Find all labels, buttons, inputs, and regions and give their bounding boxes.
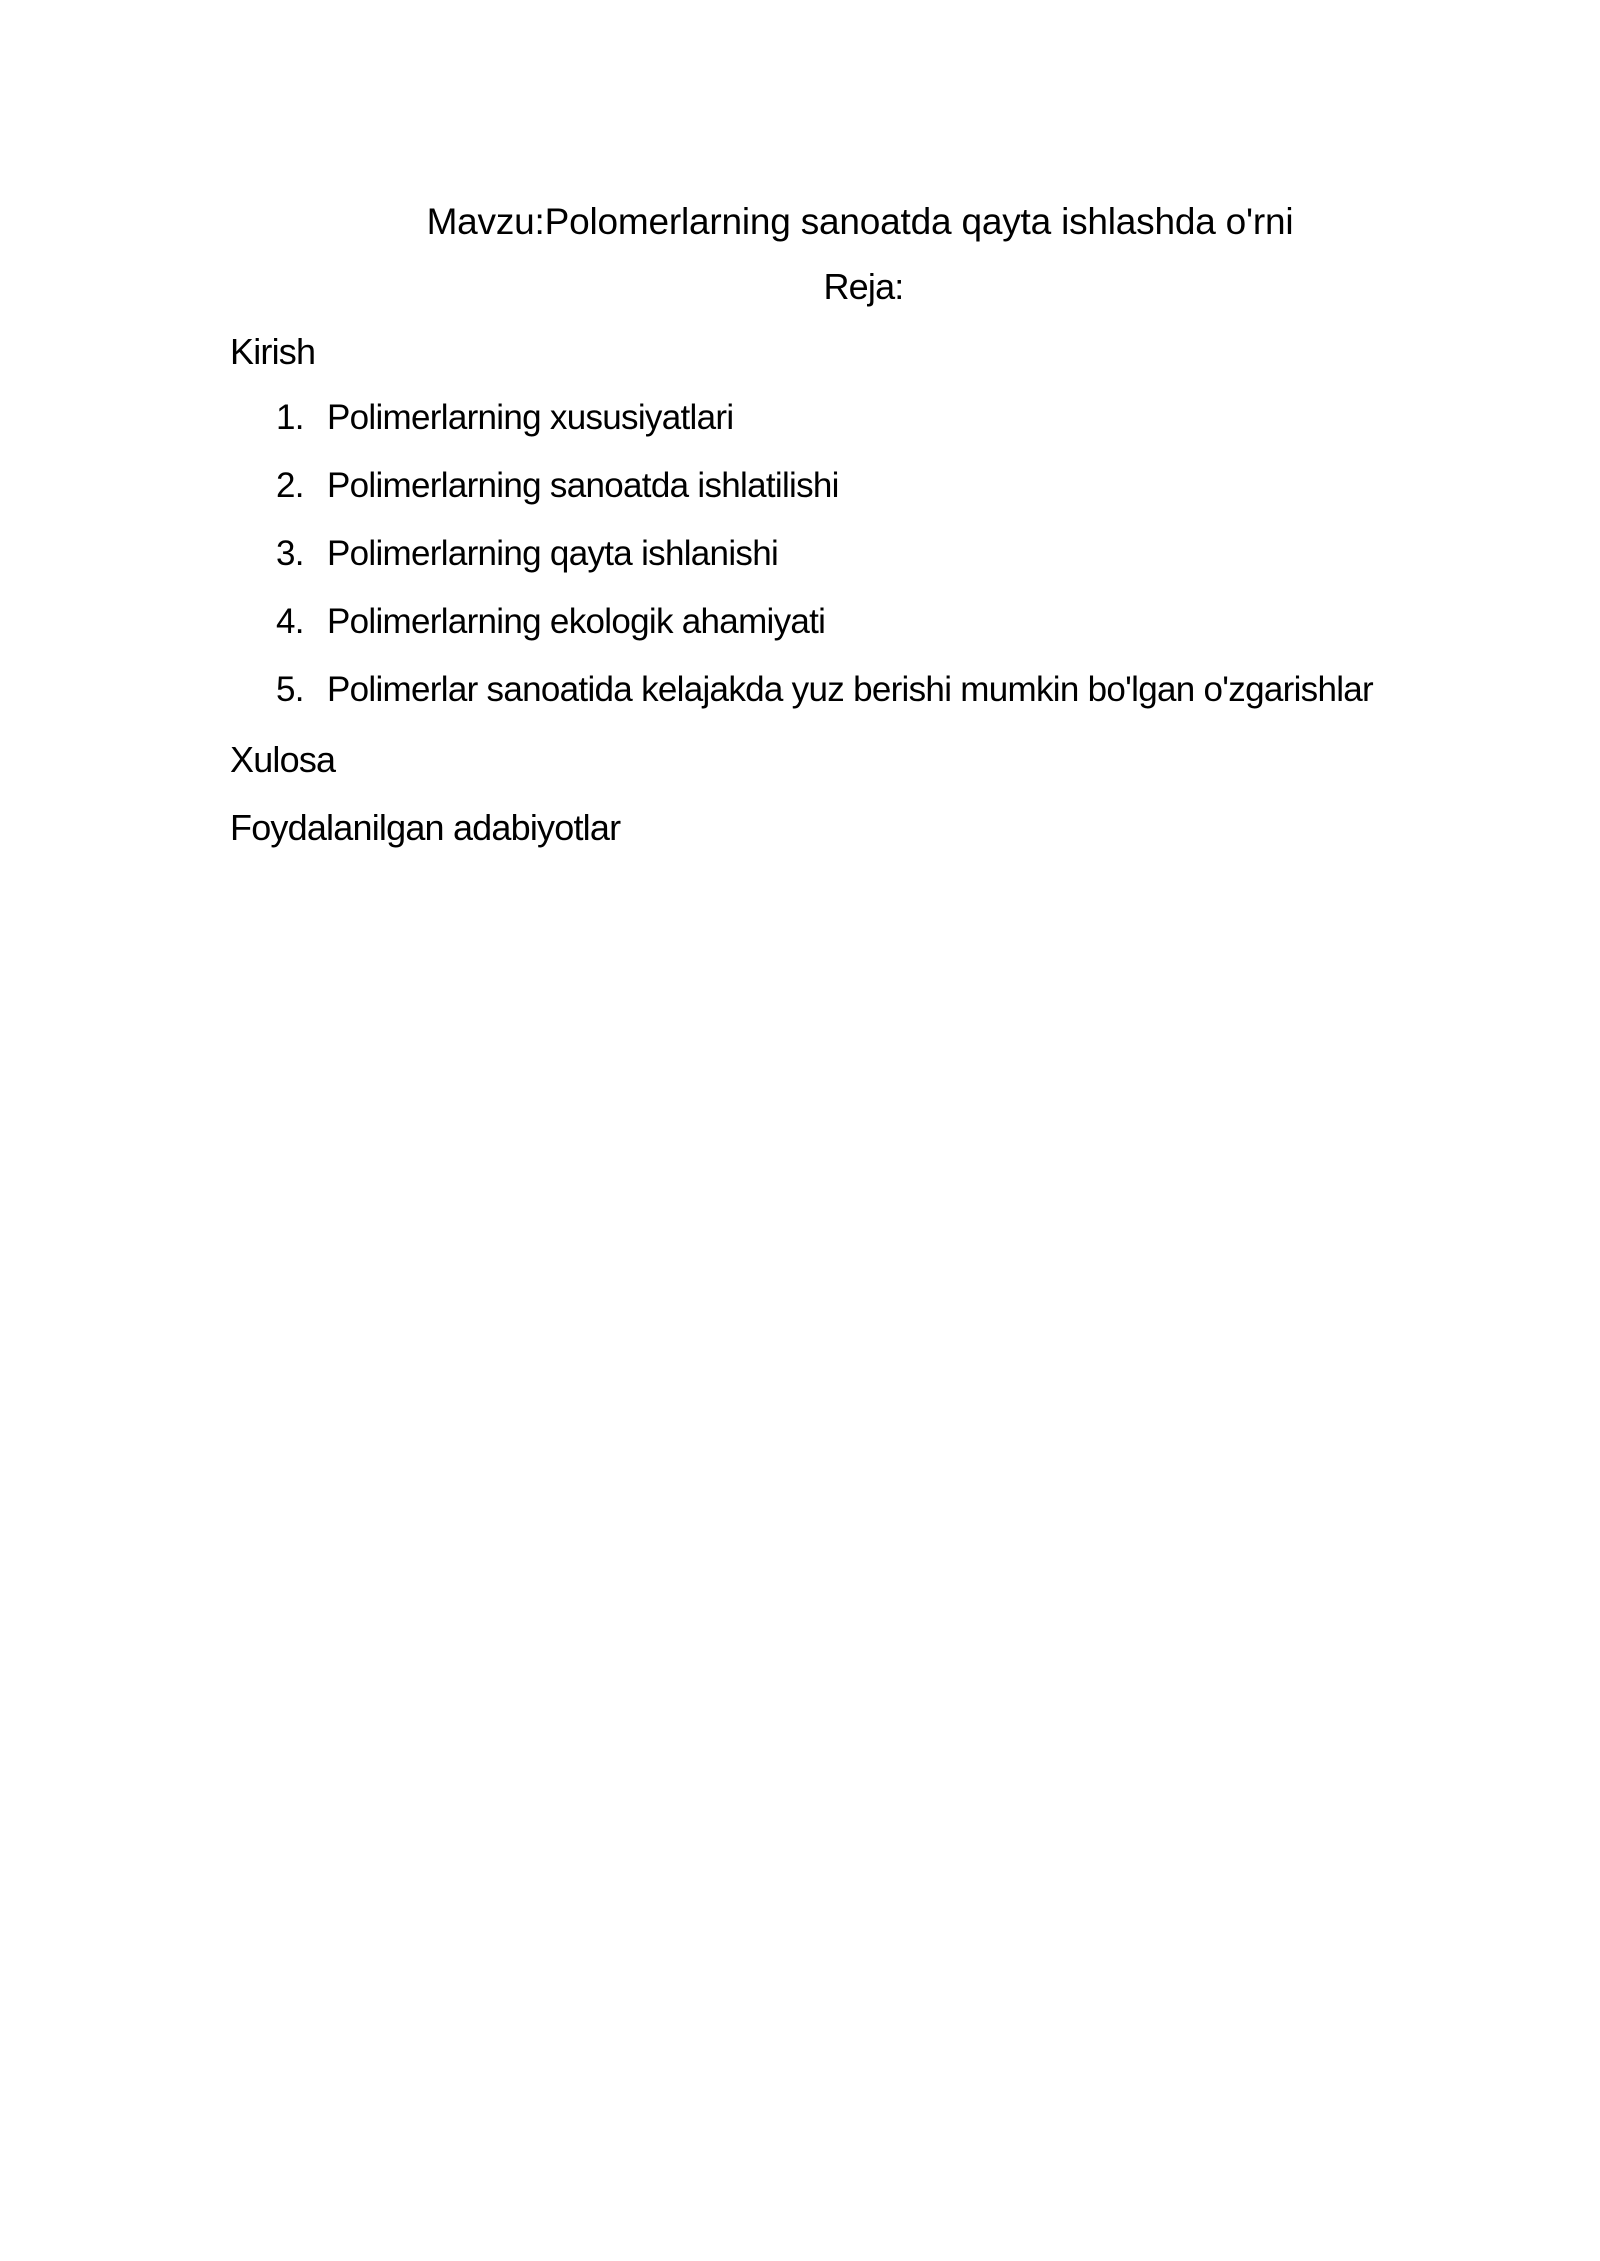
plan-list xyxy=(0,393,1600,733)
plan-item-number: 2. xyxy=(276,466,304,505)
plan-item xyxy=(0,461,1600,529)
plan-item xyxy=(0,597,1600,665)
plan-item-text: Polimerlarning sanoatda ishlatilishi xyxy=(327,466,839,505)
conclusion-heading: Xulosa xyxy=(230,739,336,780)
document-title: Mavzu:Polomerlarning sanoatda qayta ishlashda o'rni xyxy=(426,201,1294,242)
plan-item-number: 4. xyxy=(276,602,304,641)
plan-item-text: Polimerlar sanoatida kelajakda yuz berishi mumkin bo'lgan o'zgarishlar xyxy=(327,670,1374,709)
plan-item xyxy=(0,529,1600,597)
plan-item xyxy=(0,393,1600,461)
plan-heading: Reja: xyxy=(823,266,904,307)
plan-item-text: Polimerlarning ekologik ahamiyati xyxy=(327,602,826,641)
intro-heading: Kirish xyxy=(230,331,316,372)
references-heading: Foydalanilgan adabiyotlar xyxy=(230,807,621,848)
plan-item xyxy=(0,665,1600,733)
plan-item-number: 5. xyxy=(276,670,304,709)
plan-item-number: 3. xyxy=(276,534,304,573)
plan-item-text: Polimerlarning xususiyatlari xyxy=(327,398,734,437)
plan-item-text: Polimerlarning qayta ishlanishi xyxy=(327,534,779,573)
plan-item-number: 1. xyxy=(276,398,304,437)
